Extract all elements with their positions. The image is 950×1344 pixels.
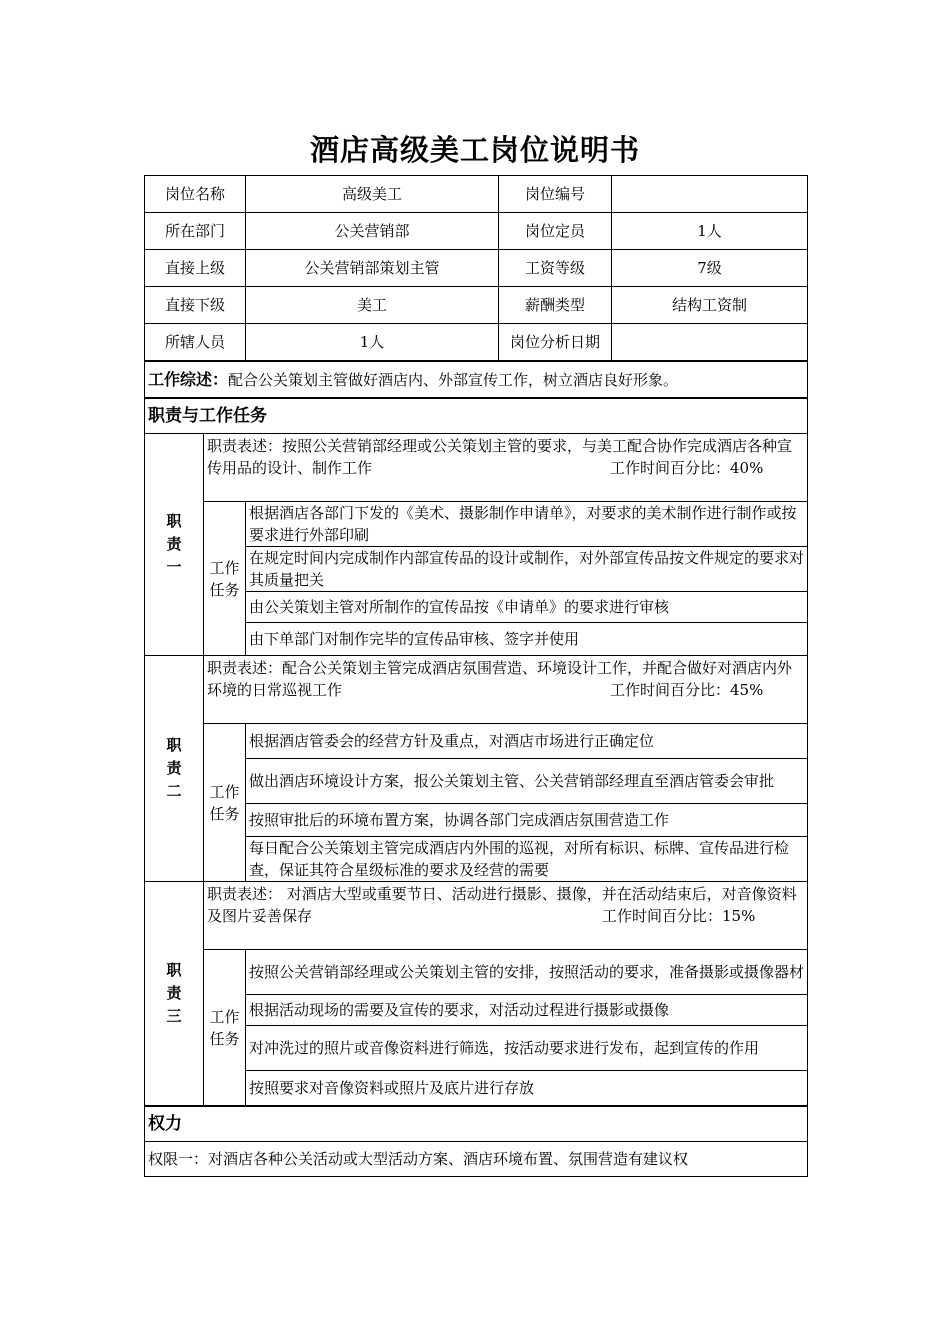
duty-3-desc-a: 职责表述： 对酒店大型或重要节日、活动进行摄影、摄像，并在活动结束后，对音像资料及图片妥善保存 (207, 885, 797, 925)
duty-2-task-label-text: 工作任务 (209, 782, 240, 823)
power-row-1 (145, 1142, 808, 1177)
duty-1-task-label-text: 工作任务 (209, 558, 240, 599)
value-department: 公关营销部 (246, 213, 499, 250)
duties-header: 职责与工作任务 (145, 398, 808, 434)
duty-2-desc-a: 职责表述：配合公关策划主管完成酒店氛围营造、环境设计工作，并配合做好对酒店内外环境的日常巡视工作 (207, 659, 793, 699)
duty-3-task-2: 根据活动现场的需要及宣传的要求，对活动过程进行摄影或摄像 (246, 995, 808, 1026)
value-subordinate: 美工 (246, 287, 499, 324)
value-salary-grade: 7级 (612, 250, 808, 287)
summary-label: 工作综述： (148, 369, 229, 389)
value-position-name: 高级美工 (246, 176, 499, 213)
value-analysis-date (612, 324, 808, 362)
duties-header-row (145, 398, 808, 434)
label-position-code: 岗位编号 (499, 176, 612, 213)
value-position-code (612, 176, 808, 213)
duty-1-task-4: 由下单部门对制作完毕的宣传品审核、签字并使用 (246, 623, 808, 656)
power-header-row (145, 1106, 808, 1142)
duty-3-desc-b: 工作时间百分比：15% (602, 907, 756, 925)
job-description-table (144, 175, 808, 1177)
duty-1-task-1: 根据酒店各部门下发的《美术、摄影制作申请单》，对要求的美术制作进行制作或按要求进行外部印刷 (246, 502, 808, 547)
duty-3-label-text: 职责三 (166, 961, 182, 1025)
duty-1-label (145, 434, 204, 656)
label-pay-type: 薪酬类型 (499, 287, 612, 324)
duty-3-task-1: 按照公关营销部经理或公关策划主管的安排，按照活动的要求，准备摄影或摄像器材 (246, 950, 808, 995)
duty-2-task-2: 做出酒店环境设计方案，报公关策划主管、公关营销部经理直至酒店管委会审批 (246, 759, 808, 804)
info-row-4 (145, 287, 808, 324)
duty-2-description (204, 656, 808, 724)
info-row-5 (145, 324, 808, 362)
value-supervisor: 公关营销部策划主管 (246, 250, 499, 287)
duty-1-desc-a: 职责表述：按照公关营销部经理或公关策划主管的要求，与美工配合协作完成酒店各种宣传用品的设计、制作工作 (207, 437, 793, 477)
page-title: 酒店高级美工岗位说明书 (309, 133, 640, 167)
value-pay-type: 结构工资制 (612, 287, 808, 324)
duty-2-task-label (204, 724, 246, 882)
info-row-3 (145, 250, 808, 287)
power-item-1: 权限一：对酒店各种公关活动或大型活动方案、酒店环境布置、氛围营造有建议权 (145, 1142, 808, 1177)
duty-3-desc-row (145, 882, 808, 950)
duty-3-task-row-1 (145, 950, 808, 995)
duty-1-label-text: 职责一 (166, 512, 182, 576)
duty-1-desc-b: 工作时间百分比：40% (610, 459, 764, 477)
duty-1-task-row-1 (145, 502, 808, 547)
duty-1-task-2: 在规定时间内完成制作内部宣传品的设计或制作，对外部宣传品按文件规定的要求对其质量把关 (246, 547, 808, 592)
duty-2-task-4: 每日配合公关策划主管完成酒店内外围的巡视，对所有标识、标牌、宣传品进行检查，保证其符合星级标准的要求及经营的需要 (246, 837, 808, 882)
label-supervisor: 直接上级 (145, 250, 246, 287)
duty-1-description (204, 434, 808, 502)
value-headcount: 1人 (612, 213, 808, 250)
duty-3-label (145, 882, 204, 1107)
duty-2-label-text: 职责二 (166, 736, 182, 800)
duty-3-description (204, 882, 808, 950)
info-row-2 (145, 213, 808, 250)
duty-2-desc-b: 工作时间百分比：45% (610, 681, 764, 699)
summary-row (145, 361, 808, 398)
duty-3-task-4: 按照要求对音像资料或照片及底片进行存放 (246, 1071, 808, 1107)
info-row-1 (145, 176, 808, 213)
label-staff: 所辖人员 (145, 324, 246, 362)
summary-text: 配合公关策划主管做好酒店内、外部宣传工作，树立酒店良好形象。 (228, 370, 679, 389)
work-summary (145, 361, 808, 398)
duty-3-task-3: 对冲洗过的照片或音像资料进行筛选，按活动要求进行发布，起到宣传的作用 (246, 1026, 808, 1071)
duty-2-task-row-1 (145, 724, 808, 759)
duty-1-task-3: 由公关策划主管对所制作的宣传品按《申请单》的要求进行审核 (246, 592, 808, 623)
duty-3-task-label-text: 工作任务 (209, 1007, 240, 1048)
duty-2-task-1: 根据酒店管委会的经营方针及重点，对酒店市场进行正确定位 (246, 724, 808, 759)
label-analysis-date: 岗位分析日期 (499, 324, 612, 362)
label-position-name: 岗位名称 (145, 176, 246, 213)
label-department: 所在部门 (145, 213, 246, 250)
duty-2-label (145, 656, 204, 882)
duty-1-task-label (204, 502, 246, 656)
label-salary-grade: 工资等级 (499, 250, 612, 287)
duty-3-task-label (204, 950, 246, 1107)
duty-2-task-3: 按照审批后的环境布置方案，协调各部门完成酒店氛围营造工作 (246, 804, 808, 837)
label-headcount: 岗位定员 (499, 213, 612, 250)
duty-1-desc-row (145, 434, 808, 502)
label-subordinate: 直接下级 (145, 287, 246, 324)
value-staff: 1人 (246, 324, 499, 362)
power-header: 权力 (145, 1106, 808, 1142)
duty-2-desc-row (145, 656, 808, 724)
